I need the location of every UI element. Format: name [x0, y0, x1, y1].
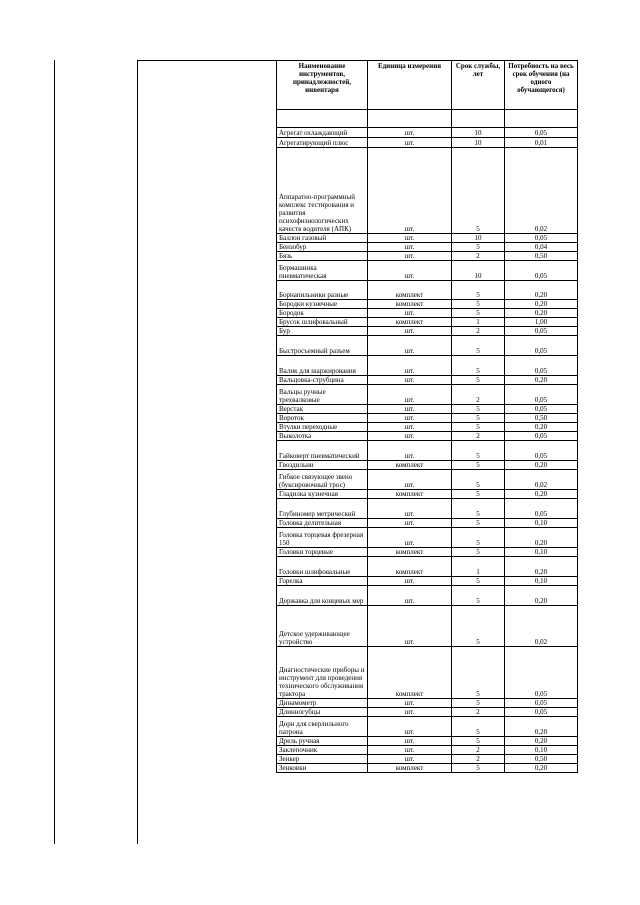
- cell-term: 5: [452, 577, 505, 586]
- cell-term: 2: [452, 385, 505, 405]
- table-row: [277, 300, 578, 309]
- cell-name: Агрегат охлаждающий: [277, 128, 368, 138]
- cell-term: 2: [452, 755, 505, 764]
- cell-unit: комплект: [368, 318, 452, 327]
- cell-term: 5: [452, 470, 505, 490]
- cell-name: Баллон газовый: [277, 234, 368, 243]
- cell-term: 5: [452, 376, 505, 385]
- cell-name: Динамометр: [277, 699, 368, 708]
- cell-name: Глубиномер метрический: [277, 499, 368, 519]
- table-row: [277, 577, 578, 586]
- cell-term: 5: [452, 490, 505, 499]
- table-row: [277, 385, 578, 405]
- cell-unit: комплект: [368, 647, 452, 699]
- cell-name: Горелка: [277, 577, 368, 586]
- cell-term: 5: [452, 499, 505, 519]
- cell-unit: комплект: [368, 548, 452, 557]
- cell-need: 0,50: [505, 755, 578, 764]
- cell-need: 0,20: [505, 737, 578, 746]
- cell-need: 0,50: [505, 252, 578, 261]
- cell-term: 5: [452, 414, 505, 423]
- cell-need: 0,02: [505, 148, 578, 234]
- cell-name: Борнапильники разные: [277, 281, 368, 300]
- table-row: [277, 755, 578, 764]
- cell-need: 0,05: [505, 128, 578, 138]
- cell-term: 2: [452, 327, 505, 336]
- cell-name: Бородок: [277, 309, 368, 318]
- cell-term: 5: [452, 148, 505, 234]
- cell-need: 0,02: [505, 470, 578, 490]
- cell-unit: шт.: [368, 128, 452, 138]
- cell-name: Бормашинка пневматическая: [277, 261, 368, 281]
- cell-term: 5: [452, 461, 505, 470]
- cell-unit: шт.: [368, 441, 452, 461]
- cell-term: 2: [452, 432, 505, 441]
- cell-need: [505, 110, 578, 128]
- table-row: [277, 764, 578, 773]
- cell-term: 10: [452, 128, 505, 138]
- cell-name: Гвоздильни: [277, 461, 368, 470]
- cell-need: 0,20: [505, 586, 578, 606]
- cell-term: 2: [452, 746, 505, 755]
- left-margin-line: [54, 60, 55, 844]
- table-row: [277, 327, 578, 336]
- cell-unit: шт.: [368, 138, 452, 148]
- cell-need: 0,05: [505, 405, 578, 414]
- table-row: [277, 548, 578, 557]
- cell-name: Головка торцевая фрезерная 150: [277, 528, 368, 548]
- cell-name: Дрель ручная: [277, 737, 368, 746]
- cell-need: 0,50: [505, 414, 578, 423]
- inventory-table: [276, 60, 578, 773]
- cell-name: Бязь: [277, 252, 368, 261]
- table-row: [277, 309, 578, 318]
- cell-need: 0,05: [505, 261, 578, 281]
- cell-name: Выколотка: [277, 432, 368, 441]
- table-row: [277, 128, 578, 138]
- cell-name: Бензобур: [277, 243, 368, 252]
- cell-unit: шт.: [368, 586, 452, 606]
- cell-need: 0,20: [505, 490, 578, 499]
- header-term: Срок службы, лет: [452, 61, 505, 110]
- cell-term: 5: [452, 606, 505, 647]
- cell-name: Головки шлифовальные: [277, 557, 368, 577]
- cell-unit: шт.: [368, 148, 452, 234]
- cell-name: Заклепочник: [277, 746, 368, 755]
- cell-need: 0,10: [505, 519, 578, 528]
- cell-need: 0,10: [505, 548, 578, 557]
- cell-term: 5: [452, 519, 505, 528]
- table-row: [277, 414, 578, 423]
- table-row: [277, 281, 578, 300]
- cell-need: 0,01: [505, 138, 578, 148]
- cell-term: 1: [452, 557, 505, 577]
- cell-name: Агрегатирующий плюс: [277, 138, 368, 148]
- cell-unit: шт.: [368, 519, 452, 528]
- cell-term: 5: [452, 243, 505, 252]
- cell-term: 5: [452, 586, 505, 606]
- cell-unit: шт.: [368, 746, 452, 755]
- table-row: [277, 737, 578, 746]
- cell-need: 0,05: [505, 356, 578, 376]
- cell-need: 0,20: [505, 300, 578, 309]
- table-row: [277, 356, 578, 376]
- table-row: [277, 336, 578, 356]
- cell-need: 0,05: [505, 647, 578, 699]
- table-row: [277, 461, 578, 470]
- cell-unit: шт.: [368, 755, 452, 764]
- table-body: [277, 110, 578, 773]
- cell-name: [277, 110, 368, 128]
- cell-need: 0,05: [505, 699, 578, 708]
- cell-need: 0,20: [505, 309, 578, 318]
- table-row: [277, 148, 578, 234]
- cell-need: 0,20: [505, 423, 578, 432]
- cell-term: 5: [452, 405, 505, 414]
- cell-term: 5: [452, 548, 505, 557]
- cell-unit: шт.: [368, 499, 452, 519]
- cell-term: 10: [452, 138, 505, 148]
- table-row: [277, 606, 578, 647]
- table-row: [277, 557, 578, 577]
- cell-name: Втулки переходные: [277, 423, 368, 432]
- cell-name: Гайковерт пневматический: [277, 441, 368, 461]
- cell-term: 5: [452, 336, 505, 356]
- cell-need: 0,05: [505, 499, 578, 519]
- table-row: [277, 708, 578, 717]
- cell-need: 0,05: [505, 327, 578, 336]
- cell-name: Быстросъемный разъем: [277, 336, 368, 356]
- cell-need: 0,05: [505, 336, 578, 356]
- cell-term: 5: [452, 647, 505, 699]
- cell-unit: шт.: [368, 385, 452, 405]
- cell-name: Детское удерживающее устройство: [277, 606, 368, 647]
- cell-need: 0,05: [505, 234, 578, 243]
- cell-name: Зенкер: [277, 755, 368, 764]
- cell-name: Диагностические приборы и инструмент для проведения технического обслуживания трактора: [277, 647, 368, 699]
- cell-unit: шт.: [368, 327, 452, 336]
- cell-unit: комплект: [368, 764, 452, 773]
- table-row: [277, 234, 578, 243]
- cell-need: 0,05: [505, 385, 578, 405]
- cell-unit: комплект: [368, 557, 452, 577]
- table-row: [277, 717, 578, 737]
- cell-name: Гладилка кузнечная: [277, 490, 368, 499]
- cell-name: Аппаратно-программный комплекс тестирования и развития психофизиологических качеств водителя (АПК): [277, 148, 368, 234]
- cell-term: 5: [452, 309, 505, 318]
- table-row: [277, 110, 578, 128]
- cell-unit: шт.: [368, 432, 452, 441]
- table-row: [277, 470, 578, 490]
- table-row: [277, 138, 578, 148]
- cell-name: Вороток: [277, 414, 368, 423]
- table-row: [277, 746, 578, 755]
- cell-need: 0,20: [505, 376, 578, 385]
- cell-term: 5: [452, 764, 505, 773]
- cell-need: 0,05: [505, 708, 578, 717]
- cell-term: [452, 110, 505, 128]
- table-row: [277, 528, 578, 548]
- cell-unit: шт.: [368, 577, 452, 586]
- cell-term: 5: [452, 300, 505, 309]
- table-row: [277, 432, 578, 441]
- cell-term: 5: [452, 717, 505, 737]
- cell-name: Валик для шаржирования: [277, 356, 368, 376]
- cell-unit: шт.: [368, 309, 452, 318]
- table-row: [277, 699, 578, 708]
- table-row: [277, 499, 578, 519]
- table-row: [277, 261, 578, 281]
- cell-need: 0,10: [505, 746, 578, 755]
- cell-name: Бородки кузнечные: [277, 300, 368, 309]
- cell-name: Верстак: [277, 405, 368, 414]
- cell-unit: шт.: [368, 405, 452, 414]
- table-row: [277, 586, 578, 606]
- table-row: [277, 318, 578, 327]
- cell-need: 0,10: [505, 577, 578, 586]
- cell-unit: шт.: [368, 737, 452, 746]
- cell-unit: шт.: [368, 252, 452, 261]
- cell-unit: шт.: [368, 708, 452, 717]
- cell-unit: комплект: [368, 490, 452, 499]
- header-unit: Единица измерения: [368, 61, 452, 110]
- cell-term: 5: [452, 356, 505, 376]
- cell-term: 5: [452, 423, 505, 432]
- cell-unit: шт.: [368, 336, 452, 356]
- cell-unit: шт.: [368, 423, 452, 432]
- cell-unit: шт.: [368, 699, 452, 708]
- table-row: [277, 647, 578, 699]
- cell-unit: комплект: [368, 461, 452, 470]
- cell-need: 0,02: [505, 606, 578, 647]
- top-rule-line: [137, 60, 276, 61]
- cell-unit: шт.: [368, 528, 452, 548]
- cell-term: 2: [452, 252, 505, 261]
- table-header-row: [277, 61, 578, 110]
- cell-need: 0,20: [505, 717, 578, 737]
- cell-term: 1: [452, 318, 505, 327]
- table-row: [277, 423, 578, 432]
- header-need: Потребность на весь срок обучения (на одного обучающегося): [505, 61, 578, 110]
- cell-name: Дорн для сверлильного патрона: [277, 717, 368, 737]
- cell-term: 5: [452, 441, 505, 461]
- cell-term: 5: [452, 528, 505, 548]
- cell-unit: шт.: [368, 261, 452, 281]
- cell-need: 0,20: [505, 461, 578, 470]
- cell-need: 0,20: [505, 281, 578, 300]
- table-row: [277, 405, 578, 414]
- cell-name: Гибкое связующее звено (буксировочный трос): [277, 470, 368, 490]
- cell-unit: шт.: [368, 376, 452, 385]
- cell-name: Вальцовка-струбцина: [277, 376, 368, 385]
- cell-unit: комплект: [368, 281, 452, 300]
- cell-name: Бур: [277, 327, 368, 336]
- inner-margin-line: [137, 60, 138, 844]
- cell-unit: [368, 110, 452, 128]
- cell-need: 1,00: [505, 318, 578, 327]
- cell-name: Головки торцевые: [277, 548, 368, 557]
- cell-name: Брусок шлифовальный: [277, 318, 368, 327]
- header-name: Наименование инструментов, принадлежностей, инвентаря: [277, 61, 368, 110]
- cell-term: 5: [452, 281, 505, 300]
- cell-term: 5: [452, 737, 505, 746]
- cell-term: 10: [452, 261, 505, 281]
- cell-unit: комплект: [368, 300, 452, 309]
- cell-need: 0,20: [505, 528, 578, 548]
- cell-unit: шт.: [368, 470, 452, 490]
- table-row: [277, 252, 578, 261]
- cell-unit: шт.: [368, 414, 452, 423]
- cell-name: Зенковки: [277, 764, 368, 773]
- cell-term: 10: [452, 234, 505, 243]
- cell-need: 0,04: [505, 243, 578, 252]
- cell-unit: шт.: [368, 234, 452, 243]
- table-row: [277, 441, 578, 461]
- cell-unit: шт.: [368, 356, 452, 376]
- cell-unit: шт.: [368, 717, 452, 737]
- cell-term: 2: [452, 708, 505, 717]
- cell-unit: шт.: [368, 606, 452, 647]
- cell-name: Державка для концевых мер: [277, 586, 368, 606]
- cell-need: 0,05: [505, 432, 578, 441]
- cell-name: Вальцы ручные трехвалковые: [277, 385, 368, 405]
- table-row: [277, 376, 578, 385]
- table-row: [277, 243, 578, 252]
- table-row: [277, 490, 578, 499]
- cell-need: 0,20: [505, 764, 578, 773]
- cell-name: Головка делительная: [277, 519, 368, 528]
- cell-need: 0,05: [505, 441, 578, 461]
- table-row: [277, 519, 578, 528]
- cell-term: 5: [452, 699, 505, 708]
- cell-need: 0,20: [505, 557, 578, 577]
- cell-unit: шт.: [368, 243, 452, 252]
- cell-name: Длинногубцы: [277, 708, 368, 717]
